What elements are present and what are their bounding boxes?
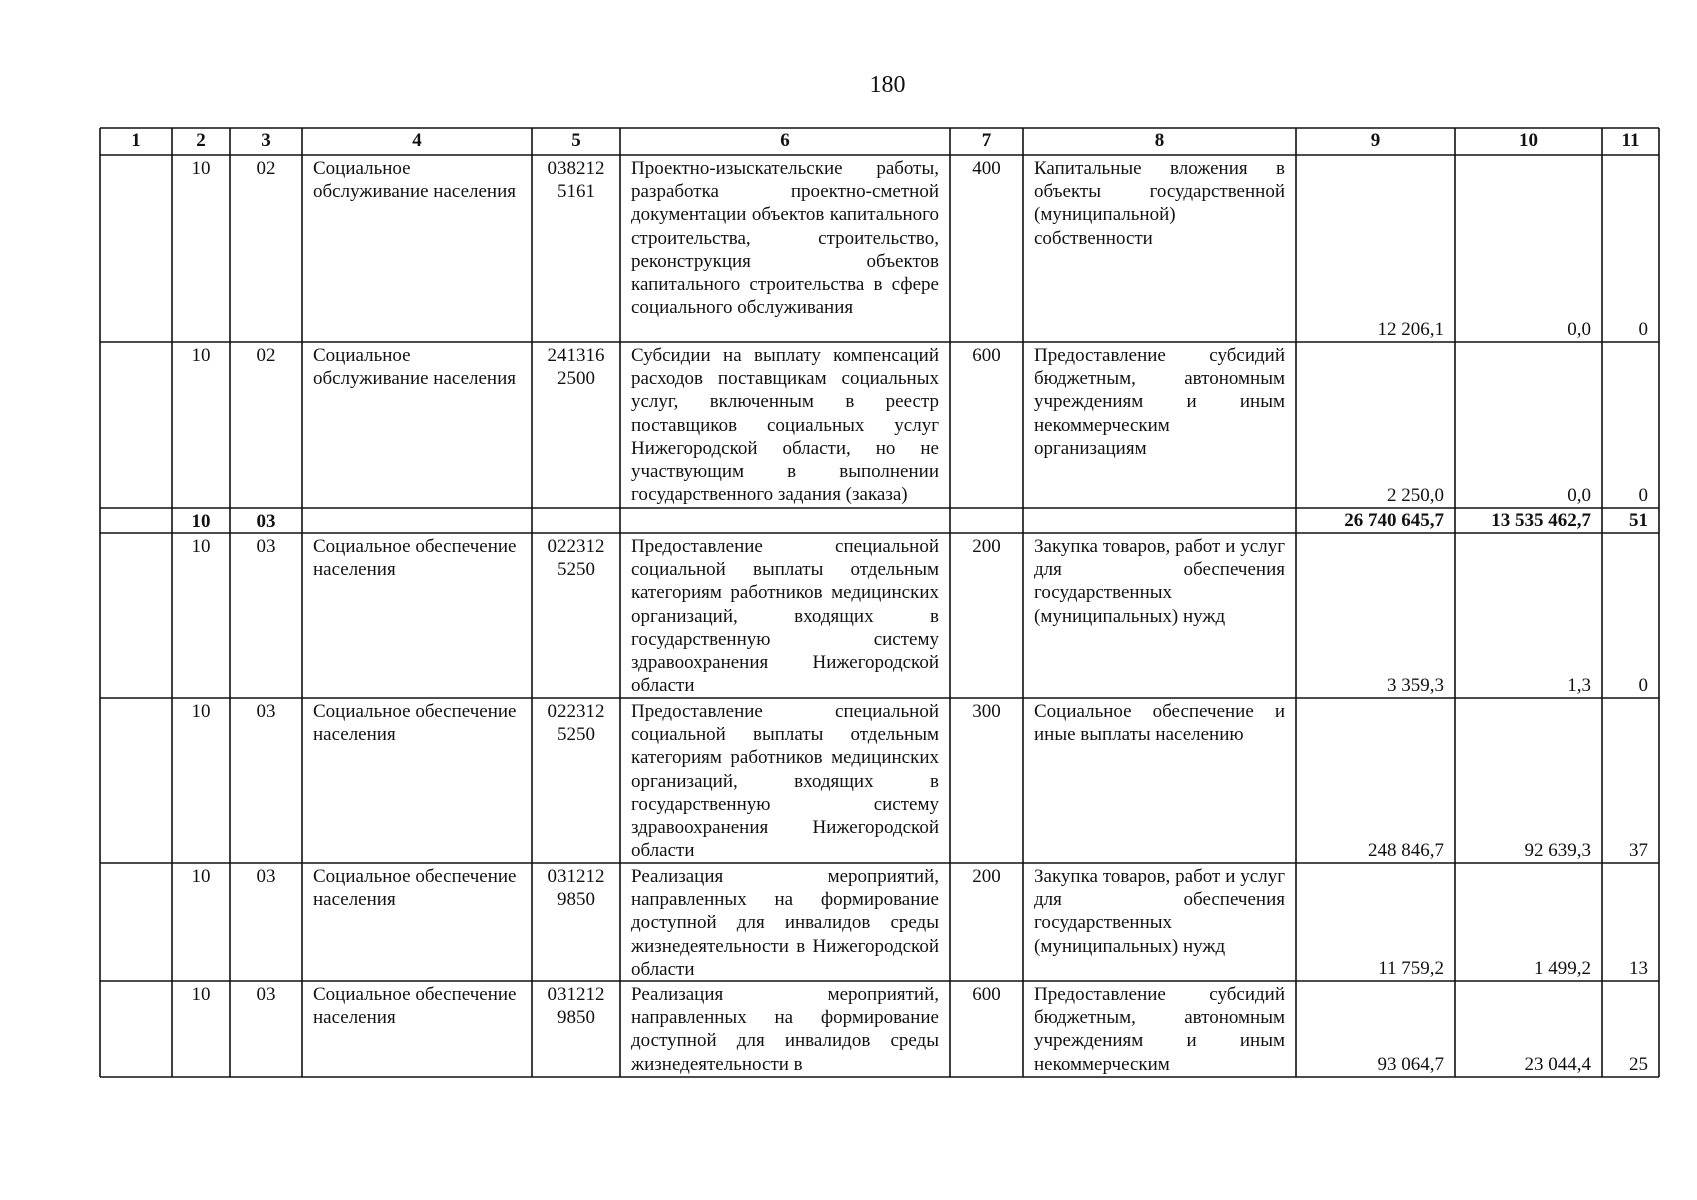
percent-executed: 0 xyxy=(1638,318,1648,340)
subsection-code: 03 xyxy=(256,701,276,722)
section-code: 10 xyxy=(191,158,211,179)
amount-executed: 92 639,3 xyxy=(1524,839,1591,861)
column-header-9: 9 xyxy=(1370,130,1381,151)
section-code: 10 xyxy=(191,536,211,557)
column-header-1: 1 xyxy=(131,130,141,151)
column-header-4: 4 xyxy=(412,130,422,151)
column-header-8: 8 xyxy=(1154,130,1165,151)
expense-type-name: Капитальные вложения в объекты государственной (муниципальной) собственности xyxy=(1034,158,1285,249)
page-number: 180 xyxy=(869,72,906,98)
target-article-code: 038212 5161 xyxy=(547,158,605,203)
amount-executed: 1,3 xyxy=(1567,674,1591,696)
subsection-name: Социальное обслуживание населения xyxy=(313,345,516,390)
column-header-5: 5 xyxy=(571,130,581,151)
expense-type-name: Закупка товаров, работ и услуг для обеспечения государственных (муниципальных) нужд xyxy=(1034,536,1285,627)
target-article-code: 022312 5250 xyxy=(547,536,605,581)
column-header-3: 3 xyxy=(261,130,271,151)
target-article-name: Реализация мероприятий, направленных на формирование доступной для инвалидов среды жизнедеятельности в xyxy=(631,984,939,1075)
percent-executed: 25 xyxy=(1629,1053,1648,1075)
expense-type-code: 300 xyxy=(972,701,1001,722)
subsection-code: 03 xyxy=(256,536,276,557)
amount-executed: 1 499,2 xyxy=(1534,957,1591,979)
section-code: 10 xyxy=(191,984,211,1005)
amount-planned: 12 206,1 xyxy=(1377,318,1444,340)
subsection-name: Социальное обеспечение населения xyxy=(313,866,517,911)
percent-executed: 37 xyxy=(1629,839,1648,861)
subsection-name: Социальное обслуживание населения xyxy=(313,158,516,203)
amount-planned: 2 250,0 xyxy=(1387,484,1444,506)
amount-planned: 11 759,2 xyxy=(1378,957,1444,979)
amount-executed: 0,0 xyxy=(1567,484,1591,506)
subsection-code: 03 xyxy=(256,511,276,532)
section-code: 10 xyxy=(191,511,211,532)
section-code: 10 xyxy=(191,345,211,366)
section-code: 10 xyxy=(191,866,211,887)
expense-type-code: 400 xyxy=(972,158,1001,179)
target-article-name: Предоставление специальной социальной выплаты отдельным категориям работников медицинских организаций, входящих в государственную систему здравоохранения Нижегородской области xyxy=(631,701,939,862)
amount-executed: 23 044,4 xyxy=(1524,1053,1591,1075)
expense-type-code: 200 xyxy=(972,866,1001,887)
amount-planned: 26 740 645,7 xyxy=(1344,509,1444,531)
amount-planned: 93 064,7 xyxy=(1377,1053,1444,1075)
target-article-code: 031212 9850 xyxy=(547,984,605,1029)
target-article-code: 022312 5250 xyxy=(547,701,605,746)
amount-planned: 3 359,3 xyxy=(1387,674,1444,696)
subsection-code: 02 xyxy=(256,158,276,179)
expense-type-name: Закупка товаров, работ и услуг для обеспечения государственных (муниципальных) нужд xyxy=(1034,866,1285,957)
target-article-code: 241316 2500 xyxy=(547,345,605,390)
expense-type-name: Социальное обеспечение и иные выплаты населению xyxy=(1034,701,1285,746)
column-header-6: 6 xyxy=(780,130,790,151)
percent-executed: 0 xyxy=(1638,484,1648,506)
subsection-name: Социальное обеспечение населения xyxy=(313,701,517,746)
subsection-code: 02 xyxy=(256,345,276,366)
subsection-code: 03 xyxy=(256,984,276,1005)
subsection-code: 03 xyxy=(256,866,276,887)
percent-executed: 13 xyxy=(1629,957,1648,979)
target-article-code: 031212 9850 xyxy=(547,866,605,911)
target-article-name: Субсидии на выплату компенсаций расходов поставщикам социальных услуг, включенным в реестр поставщиков социальных услуг Нижегородской области, но не участвующим в выполнении государственного задания (заказа) xyxy=(631,345,939,506)
percent-executed: 51 xyxy=(1629,509,1648,531)
expense-type-name: Предоставление субсидий бюджетным, автономным учреждениям и иным некоммерческим организациям xyxy=(1034,345,1285,459)
column-header-2: 2 xyxy=(196,130,206,151)
expense-type-name: Предоставление субсидий бюджетным, автономным учреждениям и иным некоммерческим xyxy=(1034,984,1285,1075)
column-header-7: 7 xyxy=(981,130,992,151)
expense-type-code: 200 xyxy=(972,536,1001,557)
amount-planned: 248 846,7 xyxy=(1368,839,1444,861)
expense-type-code: 600 xyxy=(972,984,1001,1005)
column-header-11: 11 xyxy=(1621,130,1640,151)
target-article-name: Предоставление специальной социальной выплаты отдельным категориям работников медицинских организаций, входящих в государственную систему здравоохранения Нижегородской области xyxy=(631,536,939,697)
column-header-10: 10 xyxy=(1519,130,1538,151)
amount-executed: 13 535 462,7 xyxy=(1491,509,1591,531)
target-article-name: Проектно-изыскательские работы, разработка проектно-сметной документации объектов капитального строительства, строительство, реконструкция объектов капитального строительства в сфере социального обслуживания xyxy=(631,158,939,319)
subsection-name: Социальное обеспечение населения xyxy=(313,984,517,1029)
expense-type-code: 600 xyxy=(972,345,1001,366)
amount-executed: 0,0 xyxy=(1567,318,1591,340)
subsection-name: Социальное обеспечение населения xyxy=(313,536,517,581)
percent-executed: 0 xyxy=(1638,674,1648,696)
target-article-name: Реализация мероприятий, направленных на формирование доступной для инвалидов среды жизнедеятельности в Нижегородской области xyxy=(631,866,939,980)
section-code: 10 xyxy=(191,701,211,722)
